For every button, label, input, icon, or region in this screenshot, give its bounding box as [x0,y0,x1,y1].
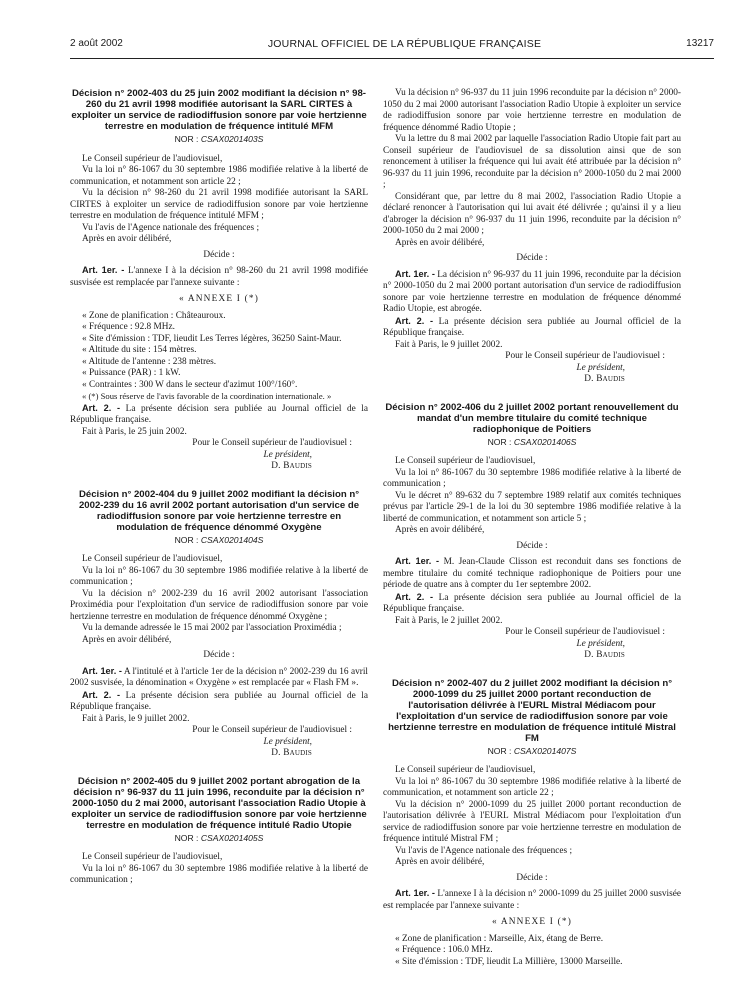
decision-title: Décision n° 2002-406 du 2 juillet 2002 portant renouvellement du mandat d'un membre titulaire du comité technique radiophonique de Poitiers [385,401,679,435]
paragraph: Le Conseil supérieur de l'audiovisuel, [395,456,536,466]
signature-intro: Pour le Conseil supérieur de l'audiovisuel : [192,725,352,735]
paragraph: Vu la loi n° 86-1067 du 30 septembre 1986 modifiée relative à la liberté de communication ; [383,467,681,489]
annexe-line: « Zone de planification : Châteauroux. [82,310,226,321]
paragraph: Le Conseil supérieur de l'audiovisuel, [82,554,223,564]
signature-intro: Pour le Conseil supérieur de l'audiovisuel : [192,438,352,448]
annexe-line: « Altitude du site : 154 mètres. [82,345,197,355]
decide-heading: Décide : [516,540,548,551]
decision-2002-404 [70,489,368,760]
header-date: 2 août 2002 [70,38,123,49]
article-2: Art. 2. - La présente décision sera publiée au Journal officiel de la République française. [383,591,682,614]
fait-line: Fait à Paris, le 25 juin 2002. [82,426,187,437]
signature-role: Le président, [576,638,625,649]
nor-line: NOR : CSAX0201405S [174,832,264,843]
decision-title: Décision n° 2002-407 du 2 juillet 2002 modifiant la décision n° 2000-1099 du 25 juillet 2000 portant reconduction de l'autorisation délivrée à l'EURL Mistral Médiacom pour l'exploitation d'un service de radiodiffusion sonore par voie hertzienne terrestre en modulation de fréquence intitulé Mistral FM [388,677,676,744]
paragraph: Après en avoir délibéré, [395,857,485,867]
nor-line: NOR : CSAX0201406S [487,436,577,447]
article-2: Art. 2. - La présente décision sera publiée au Journal officiel de la République française. [383,315,682,338]
annexe-heading: « ANNEXE I (*) [178,294,260,304]
signature-name: D. Baudis [271,748,312,758]
paragraph: Après en avoir délibéré, [395,525,485,535]
page-header [70,38,714,59]
left-column [70,88,368,887]
annexe-heading: « ANNEXE I (*) [491,917,573,927]
signature-name: D. Baudis [584,650,625,660]
article-1: Art. 1er. - La décision n° 96-937 du 11 juin 1996, reconduite par la décision n° 2000-1050 du 2 mai 2000 portant autorisation d'un service de radiodiffusion sonore par voie hertzienne terrestre en modulation de fréquence dénommé Radio Utopie, est abrogée. [383,268,682,314]
paragraph: Vu la loi n° 86-1067 du 30 septembre 1986 modifiée relative à la liberté de communication, et notamment son article 22 ; [383,776,681,798]
header-journal-title: JOURNAL OFFICIEL DE LA RÉPUBLIQUE FRANÇAISE [267,38,542,50]
annexe-line: « Contraintes : 300 W dans le secteur d'azimut 100°/160°. [82,379,298,390]
fait-line: Fait à Paris, le 9 juillet 2002. [395,339,503,350]
paragraph: Vu la décision n° 2002-239 du 16 avril 2002 autorisant l'association Proximédia pour l'exploitation d'un service de radiodiffusion sonore par voie hertzienne terrestre en modulation de fréquence dénommé Oxygène ; [70,588,368,622]
paragraph: Vu la loi n° 86-1067 du 30 septembre 1986 modifiée relative à la liberté de communication ; [70,565,368,587]
paragraph: Après en avoir délibéré, [82,634,172,645]
paragraph: Vu la décision n° 98-260 du 21 avril 1998 modifiée autorisant la SARL CIRTES à exploiter un service de radiodiffusion sonore par voie hertzienne terrestre en modulation de fréquence intitulé MFM ; [70,188,368,221]
annexe-line: « Fréquence : 92.8 MHz. [82,322,175,332]
annexe-line: « Zone de planification : Marseille, Aix, étang de Berre. [395,933,604,944]
header-page-number: 13217 [686,38,714,49]
decision-title: Décision n° 2002-403 du 25 juin 2002 modifiant la décision n° 98-260 du 21 avril 1998 modifiée autorisant la SARL CIRTES à exploiter un service de radiodiffusion sonore par voie hertzienne terrestre en modulation de fréquence intitulé MFM [71,88,367,132]
decision-2002-407 [383,678,681,969]
decide-heading: Décide : [516,872,548,883]
decision-title: Décision n° 2002-405 du 9 juillet 2002 portant abrogation de la décision n° 96-937 du 11 juin 1996, reconduite par la décision n° 2000-1050 du 2 mai 2000, autorisant l'association Radio Utopie à exploiter un service de radiodiffusion sonore par voie hertzienne terrestre en modulation de fréquence intitulé Radio Utopie [71,775,367,831]
paragraph: Vu la demande adressée le 15 mai 2002 par l'association Proximédia ; [82,623,342,633]
article-2: Art. 2. - La présente décision sera publiée au Journal officiel de la République française. [70,402,369,425]
decision-2002-405-continued [383,88,681,386]
decision-title: Décision n° 2002-404 du 9 juillet 2002 modifiant la décision n° 2002-239 du 16 avril 2002 portant autorisation d'un service de radiodiffusion sonore par voie hertzienne terrestre en modulation de fréquence dénommé Oxygène [78,488,360,533]
decide-heading: Décide : [203,249,235,260]
article-1: Art. 1er. - L'annexe I à la décision n° 2000-1099 du 25 juillet 2000 susvisée est remplacée par l'annexe suivante : [383,888,682,911]
fait-line: Fait à Paris, le 2 juillet 2002. [395,615,503,626]
annexe-line: « Site d'émission : TDF, lieudit Les Terres légères, 36250 Saint-Maur. [82,333,342,344]
signature-name: D. Baudis [271,461,312,471]
paragraph: Le Conseil supérieur de l'audiovisuel, [395,765,536,775]
article-2: Art. 2. - La présente décision sera publiée au Journal officiel de la République française. [70,689,369,712]
signature-role: Le président, [576,362,625,373]
annexe-line: « Puissance (PAR) : 1 kW. [82,368,181,378]
decision-2002-406 [383,402,681,662]
paragraph: Vu l'avis de l'Agence nationale des fréquences ; [395,845,573,856]
paragraph: Le Conseil supérieur de l'audiovisuel, [82,852,223,862]
right-column [383,88,681,968]
annexe-line: « Fréquence : 106.0 MHz. [395,945,493,955]
decision-2002-405 [70,776,368,887]
nor-line: NOR : CSAX0201404S [174,534,264,545]
paragraph: Après en avoir délibéré, [82,234,172,244]
signature-role: Le président, [263,449,312,460]
paragraph: Vu la décision n° 2000-1099 du 25 juillet 2000 portant reconduction de l'autorisation délivrée à l'EURL Mistral Médiacom pour l'exploitation d'un service de radiodiffusion sonore par voie hertzienne terrestre en modulation de fréquence intitulé Mistral FM ; [383,799,681,844]
decision-2002-403 [70,88,368,473]
signature-role: Le président, [263,736,312,747]
annexe-note: « (*) Sous réserve de l'avis favorable de la coordination internationale. » [82,391,332,401]
article-1: Art. 1er. - M. Jean-Claude Clisson est reconduit dans ses fonctions de membre titulaire du comité technique radiophonique de Poitiers pour une période de quatre ans à compter du 1er septembre 2002. [383,556,682,590]
paragraph: Vu l'avis de l'Agence nationale des fréquences ; [82,222,260,233]
decide-heading: Décide : [516,253,548,263]
signature-name: D. Baudis [584,374,625,384]
article-1: Art. 1er. - A l'intitulé et à l'article 1er de la décision n° 2002-239 du 16 avril 2002 susvisée, la dénomination « Oxygène » est remplacée par « Flash FM ». [70,665,369,688]
annexe-line: « Site d'émission : TDF, lieudit La Millière, 13000 Marseille. [395,956,623,967]
paragraph: Vu la loi n° 86-1067 du 30 septembre 1986 modifiée relative à la liberté de communication ; [70,863,368,885]
signature-intro: Pour le Conseil supérieur de l'audiovisuel : [505,351,665,361]
paragraph: Vu la loi n° 86-1067 du 30 septembre 1986 modifiée relative à la liberté de communication, et notamment son article 22 ; [70,165,368,187]
paragraph: Vu la décision n° 96-937 du 11 juin 1996 reconduite par la décision n° 2000-1050 du 2 mai 2000 autorisant l'association Radio Utopie à exploiter un service de radiodiffusion sonore par voie hertzienne terrestre en modulation de fréquence dénommé Radio Utopie ; [383,88,681,133]
paragraph: Après en avoir délibéré, [395,237,485,248]
paragraph: Vu le décret n° 89-632 du 7 septembre 1989 relatif aux comités techniques prévus par l'article 29-1 de la loi du 30 septembre 1986 modifiée relative à la liberté de communication, et notamment son article 5 ; [383,490,681,524]
fait-line: Fait à Paris, le 9 juillet 2002. [82,713,190,724]
nor-line: NOR : CSAX0201403S [174,134,264,144]
decide-heading: Décide : [203,650,235,660]
annexe-line: « Altitude de l'antenne : 238 mètres. [82,356,217,367]
signature-intro: Pour le Conseil supérieur de l'audiovisuel : [505,627,665,637]
article-1: Art. 1er. - L'annexe I à la décision n° 98-260 du 21 avril 1998 modifiée susvisée est remplacée par l'annexe suivante : [70,265,368,288]
paragraph: Vu la lettre du 8 mai 2002 par laquelle l'association Radio Utopie fait part au Conseil supérieur de l'audiovisuel de sa dissolution ainsi que de son renoncement à utiliser la fréquence qui lui avait été attribuée par la décision n° 96-937 du 11 juin 1996, reconduite par la décision n° 2000-1050 du 2 mai 2000 ; [383,134,681,190]
paragraph: Considérant que, par lettre du 8 mai 2002, l'association Radio Utopie a déclaré renoncer à l'autorisation qui lui avait été délivrée ; qu'ainsi il y a lieu d'abroger la décision n° 96-937 du 11 juin 1996, reconduite par la décision n° 2000-1050 du 2 mai 2000 ; [383,191,681,236]
nor-line: NOR : CSAX0201407S [487,745,577,756]
paragraph: Le Conseil supérieur de l'audiovisuel, [82,153,223,164]
